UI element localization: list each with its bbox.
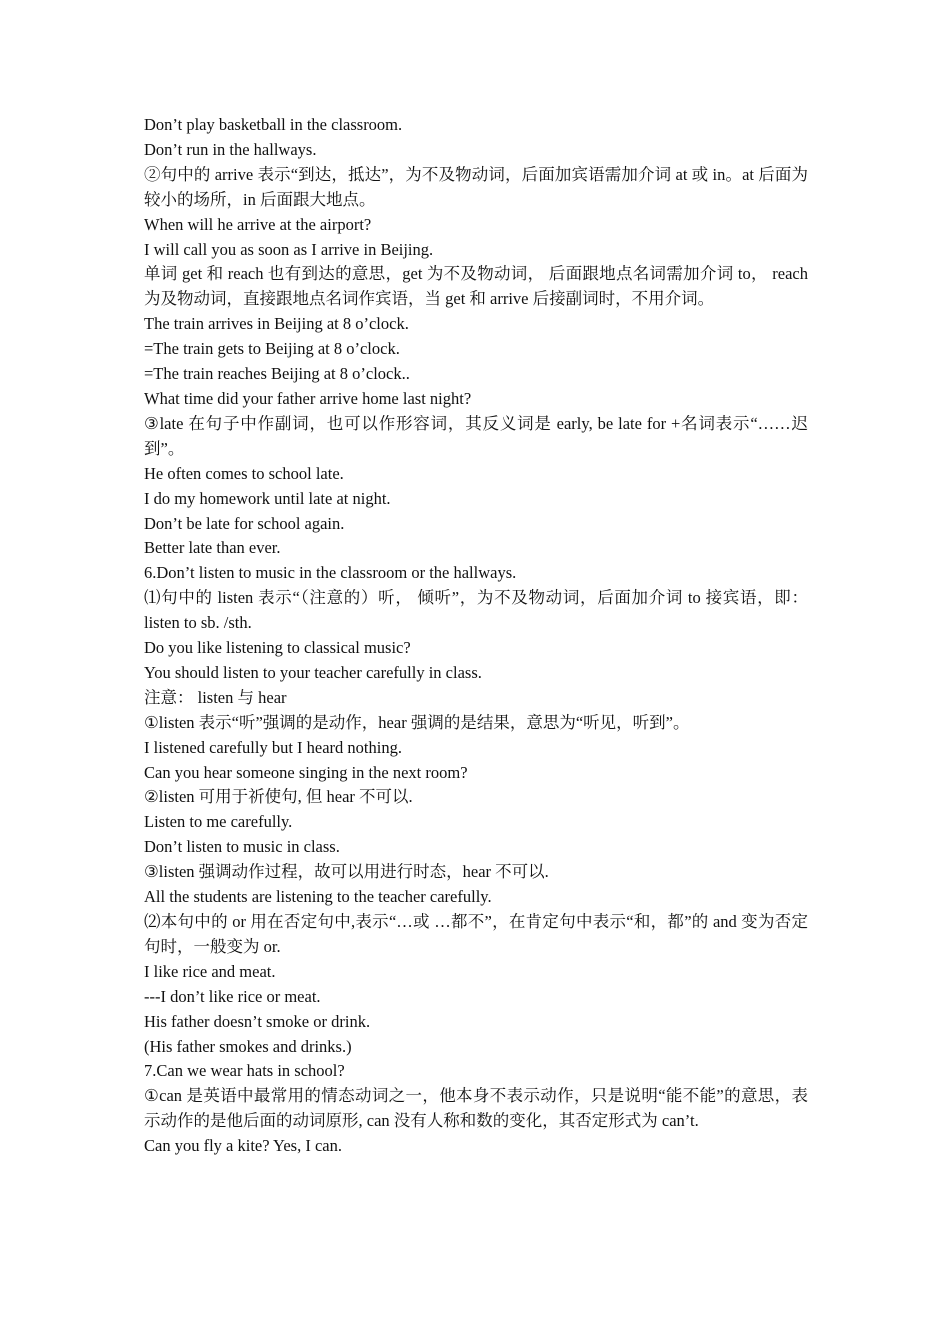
text-line: 注意： listen 与 hear (144, 687, 287, 707)
text-line: I will call you as soon as I arrive in Beijing. (144, 239, 434, 259)
text-line: 7.Can we wear hats in school? (144, 1061, 345, 1081)
text-line: Don’t run in the hallways. (144, 139, 317, 159)
text-line: The train arrives in Beijing at 8 o’clock. (144, 314, 409, 334)
text-line: ⑴句中的 listen 表示“（注意的）听， 倾听”，为不及物动词，后面加介词 to 接宾语，即：listen to sb. /sth. (144, 588, 808, 633)
text-line: Better late than ever. (144, 538, 281, 558)
text-line: 6.Don’t listen to music in the classroom or the hallways. (144, 563, 517, 583)
text-line: (His father smokes and drinks.) (144, 1036, 352, 1056)
text-body (144, 113, 808, 1159)
text-line: ⑵本句中的 or 用在否定句中,表示“…或 …都不”，在肯定句中表示“和，都”的 and 变为否定句时，一般变为 or. (144, 912, 808, 956)
text-line: I like rice and meat. (144, 961, 276, 981)
text-line: ③listen 强调动作过程，故可以用进行时态，hear 不可以. (144, 862, 549, 882)
text-line: Don’t be late for school again. (144, 513, 345, 533)
text-line: ①can 是英语中最常用的情态动词之一，他本身不表示动作，只是说明“能不能”的意思，表示动作的是他后面的动词原形, can 没有人称和数的变化，其否定形式为 can’t. (144, 1086, 808, 1131)
text-line: Don’t play basketball in the classroom. (144, 115, 403, 134)
text-line: 单词 get 和 reach 也有到达的意思，get 为不及物动词， 后面跟地点名词需加介词 to， reach 为及物动词，直接跟地点名词作宾语，当 get 和 arrive 后接副词时，不用介词。 (144, 264, 808, 309)
text-line: All the students are listening to the teacher carefully. (144, 887, 492, 907)
text-line: ①listen 表示“听”强调的是动作，hear 强调的是结果，意思为“听见，听到”。 (144, 712, 690, 732)
text-line: I listened carefully but I heard nothing. (144, 737, 402, 757)
text-line: ---I don’t like rice or meat. (144, 986, 321, 1006)
text-line: ③late 在句子中作副词，也可以作形容词，其反义词是 early, be late for +名词表示“……迟到”。 (144, 413, 808, 458)
text-line: His father doesn’t smoke or drink. (144, 1011, 371, 1031)
text-line: =The train reaches Beijing at 8 o’clock.. (144, 364, 410, 384)
text-line: Listen to me carefully. (144, 812, 293, 832)
text-line: When will he arrive at the airport? (144, 214, 372, 234)
text-line: What time did your father arrive home last night? (144, 388, 472, 408)
text-line: You should listen to your teacher carefully in class. (144, 662, 482, 682)
text-line: Can you hear someone singing in the next room? (144, 762, 468, 782)
text-line: ②句中的 arrive 表示“到达，抵达”，为不及物动词，后面加宾语需加介词 at 或 in。at 后面为较小的场所，in 后面跟大地点。 (144, 164, 808, 209)
text-line: Do you like listening to classical music? (144, 638, 411, 658)
text-line: I do my homework until late at night. (144, 488, 391, 508)
text-line: =The train gets to Beijing at 8 o’clock. (144, 339, 400, 359)
text-line: ②listen 可用于祈使句, 但 hear 不可以. (144, 787, 413, 807)
text-line: He often comes to school late. (144, 463, 344, 483)
document-page (144, 113, 808, 1159)
text-line: Can you fly a kite? Yes, I can. (144, 1136, 342, 1156)
text-line: Don’t listen to music in class. (144, 837, 340, 857)
